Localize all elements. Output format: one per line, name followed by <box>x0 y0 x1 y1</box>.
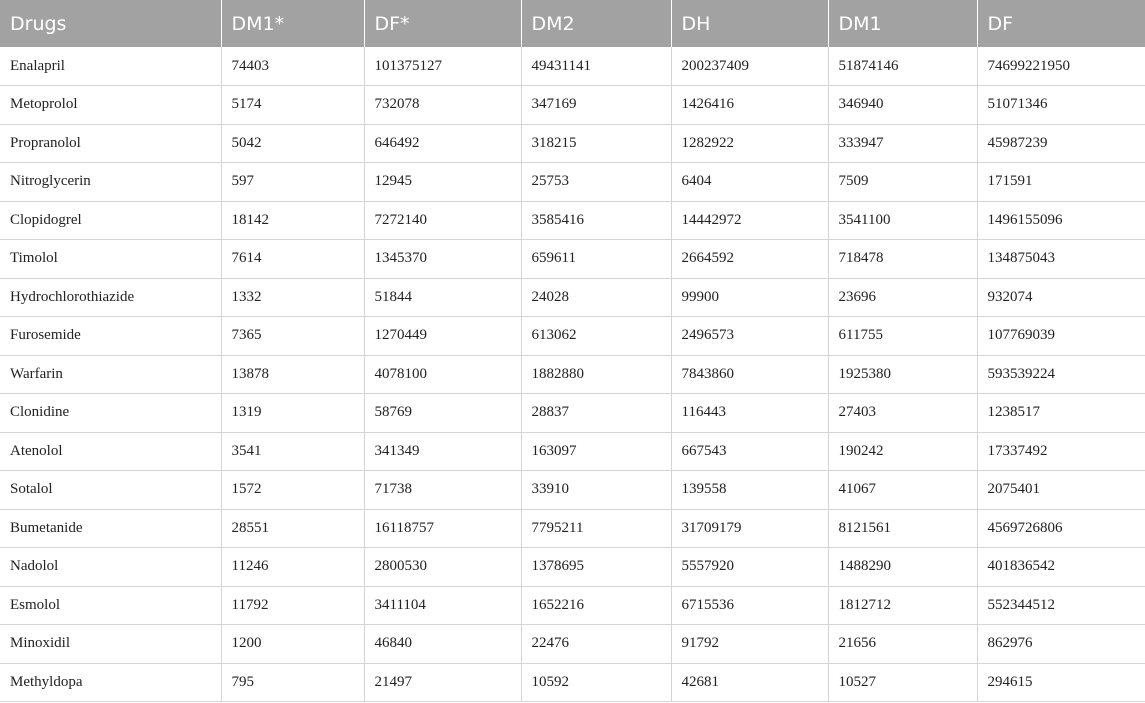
value-cell: 21497 <box>364 663 521 702</box>
value-cell: 51844 <box>364 278 521 317</box>
value-cell: 1496155096 <box>977 201 1145 240</box>
column-header: DH <box>671 0 828 47</box>
value-cell: 14442972 <box>671 201 828 240</box>
value-cell: 4078100 <box>364 355 521 394</box>
column-header: DM1* <box>221 0 364 47</box>
value-cell: 16118757 <box>364 509 521 548</box>
value-cell: 91792 <box>671 625 828 664</box>
value-cell: 1925380 <box>828 355 977 394</box>
value-cell: 613062 <box>521 317 671 356</box>
value-cell: 27403 <box>828 394 977 433</box>
value-cell: 3585416 <box>521 201 671 240</box>
value-cell: 21656 <box>828 625 977 664</box>
value-cell: 6404 <box>671 163 828 202</box>
value-cell: 1488290 <box>828 548 977 587</box>
value-cell: 23696 <box>828 278 977 317</box>
drug-name-cell: Metoprolol <box>0 86 221 125</box>
value-cell: 6715536 <box>671 586 828 625</box>
drug-name-cell: Timolol <box>0 240 221 279</box>
table-row <box>0 471 1145 510</box>
value-cell: 25753 <box>521 163 671 202</box>
value-cell: 13878 <box>221 355 364 394</box>
value-cell: 718478 <box>828 240 977 279</box>
value-cell: 2496573 <box>671 317 828 356</box>
value-cell: 11246 <box>221 548 364 587</box>
value-cell: 1378695 <box>521 548 671 587</box>
value-cell: 41067 <box>828 471 977 510</box>
value-cell: 71738 <box>364 471 521 510</box>
drug-name-cell: Warfarin <box>0 355 221 394</box>
value-cell: 646492 <box>364 124 521 163</box>
value-cell: 116443 <box>671 394 828 433</box>
value-cell: 33910 <box>521 471 671 510</box>
value-cell: 401836542 <box>977 548 1145 587</box>
value-cell: 171591 <box>977 163 1145 202</box>
value-cell: 2800530 <box>364 548 521 587</box>
value-cell: 341349 <box>364 432 521 471</box>
value-cell: 49431141 <box>521 47 671 86</box>
value-cell: 597 <box>221 163 364 202</box>
value-cell: 1270449 <box>364 317 521 356</box>
value-cell: 5174 <box>221 86 364 125</box>
value-cell: 7365 <box>221 317 364 356</box>
value-cell: 333947 <box>828 124 977 163</box>
value-cell: 1812712 <box>828 586 977 625</box>
column-header: DM2 <box>521 0 671 47</box>
value-cell: 659611 <box>521 240 671 279</box>
value-cell: 22476 <box>521 625 671 664</box>
value-cell: 611755 <box>828 317 977 356</box>
drug-name-cell: Enalapril <box>0 47 221 86</box>
drug-name-cell: Clopidogrel <box>0 201 221 240</box>
drug-name-cell: Esmolol <box>0 586 221 625</box>
value-cell: 4569726806 <box>977 509 1145 548</box>
value-cell: 7843860 <box>671 355 828 394</box>
table-row <box>0 355 1145 394</box>
value-cell: 1882880 <box>521 355 671 394</box>
value-cell: 1319 <box>221 394 364 433</box>
value-cell: 58769 <box>364 394 521 433</box>
table-row <box>0 163 1145 202</box>
value-cell: 28837 <box>521 394 671 433</box>
column-header: Drugs <box>0 0 221 47</box>
value-cell: 932074 <box>977 278 1145 317</box>
value-cell: 346940 <box>828 86 977 125</box>
value-cell: 163097 <box>521 432 671 471</box>
value-cell: 2664592 <box>671 240 828 279</box>
table-body <box>0 47 1145 702</box>
value-cell: 732078 <box>364 86 521 125</box>
value-cell: 7272140 <box>364 201 521 240</box>
table-row <box>0 663 1145 702</box>
table-row <box>0 432 1145 471</box>
column-header: DF <box>977 0 1145 47</box>
value-cell: 2075401 <box>977 471 1145 510</box>
table-row <box>0 124 1145 163</box>
drug-name-cell: Nadolol <box>0 548 221 587</box>
table-row <box>0 47 1145 86</box>
value-cell: 667543 <box>671 432 828 471</box>
value-cell: 1572 <box>221 471 364 510</box>
table-row <box>0 317 1145 356</box>
table-row <box>0 201 1145 240</box>
drug-name-cell: Nitroglycerin <box>0 163 221 202</box>
value-cell: 3541 <box>221 432 364 471</box>
value-cell: 1426416 <box>671 86 828 125</box>
table-row <box>0 86 1145 125</box>
value-cell: 46840 <box>364 625 521 664</box>
drug-name-cell: Propranolol <box>0 124 221 163</box>
drug-name-cell: Furosemide <box>0 317 221 356</box>
value-cell: 11792 <box>221 586 364 625</box>
value-cell: 45987239 <box>977 124 1145 163</box>
value-cell: 200237409 <box>671 47 828 86</box>
value-cell: 42681 <box>671 663 828 702</box>
drug-name-cell: Methyldopa <box>0 663 221 702</box>
value-cell: 12945 <box>364 163 521 202</box>
drug-name-cell: Minoxidil <box>0 625 221 664</box>
table-row <box>0 509 1145 548</box>
value-cell: 1238517 <box>977 394 1145 433</box>
value-cell: 1652216 <box>521 586 671 625</box>
value-cell: 51874146 <box>828 47 977 86</box>
value-cell: 134875043 <box>977 240 1145 279</box>
value-cell: 74403 <box>221 47 364 86</box>
value-cell: 294615 <box>977 663 1145 702</box>
value-cell: 593539224 <box>977 355 1145 394</box>
table-row <box>0 394 1145 433</box>
value-cell: 107769039 <box>977 317 1145 356</box>
table-row <box>0 240 1145 279</box>
value-cell: 5557920 <box>671 548 828 587</box>
value-cell: 139558 <box>671 471 828 510</box>
drug-name-cell: Clonidine <box>0 394 221 433</box>
value-cell: 24028 <box>521 278 671 317</box>
value-cell: 3541100 <box>828 201 977 240</box>
value-cell: 10527 <box>828 663 977 702</box>
value-cell: 101375127 <box>364 47 521 86</box>
drug-name-cell: Hydrochlorothiazide <box>0 278 221 317</box>
value-cell: 5042 <box>221 124 364 163</box>
value-cell: 347169 <box>521 86 671 125</box>
table-row <box>0 625 1145 664</box>
value-cell: 1345370 <box>364 240 521 279</box>
table-row <box>0 548 1145 587</box>
value-cell: 862976 <box>977 625 1145 664</box>
value-cell: 28551 <box>221 509 364 548</box>
value-cell: 31709179 <box>671 509 828 548</box>
drug-name-cell: Atenolol <box>0 432 221 471</box>
value-cell: 3411104 <box>364 586 521 625</box>
value-cell: 74699221950 <box>977 47 1145 86</box>
value-cell: 51071346 <box>977 86 1145 125</box>
table-row <box>0 278 1145 317</box>
value-cell: 1332 <box>221 278 364 317</box>
value-cell: 318215 <box>521 124 671 163</box>
value-cell: 1282922 <box>671 124 828 163</box>
drug-name-cell: Bumetanide <box>0 509 221 548</box>
column-header: DF* <box>364 0 521 47</box>
value-cell: 7509 <box>828 163 977 202</box>
drug-name-cell: Sotalol <box>0 471 221 510</box>
value-cell: 8121561 <box>828 509 977 548</box>
value-cell: 795 <box>221 663 364 702</box>
value-cell: 7614 <box>221 240 364 279</box>
value-cell: 190242 <box>828 432 977 471</box>
table-row <box>0 586 1145 625</box>
value-cell: 99900 <box>671 278 828 317</box>
value-cell: 17337492 <box>977 432 1145 471</box>
table-header-row <box>0 0 1145 47</box>
column-header: DM1 <box>828 0 977 47</box>
value-cell: 10592 <box>521 663 671 702</box>
value-cell: 552344512 <box>977 586 1145 625</box>
value-cell: 18142 <box>221 201 364 240</box>
value-cell: 7795211 <box>521 509 671 548</box>
value-cell: 1200 <box>221 625 364 664</box>
